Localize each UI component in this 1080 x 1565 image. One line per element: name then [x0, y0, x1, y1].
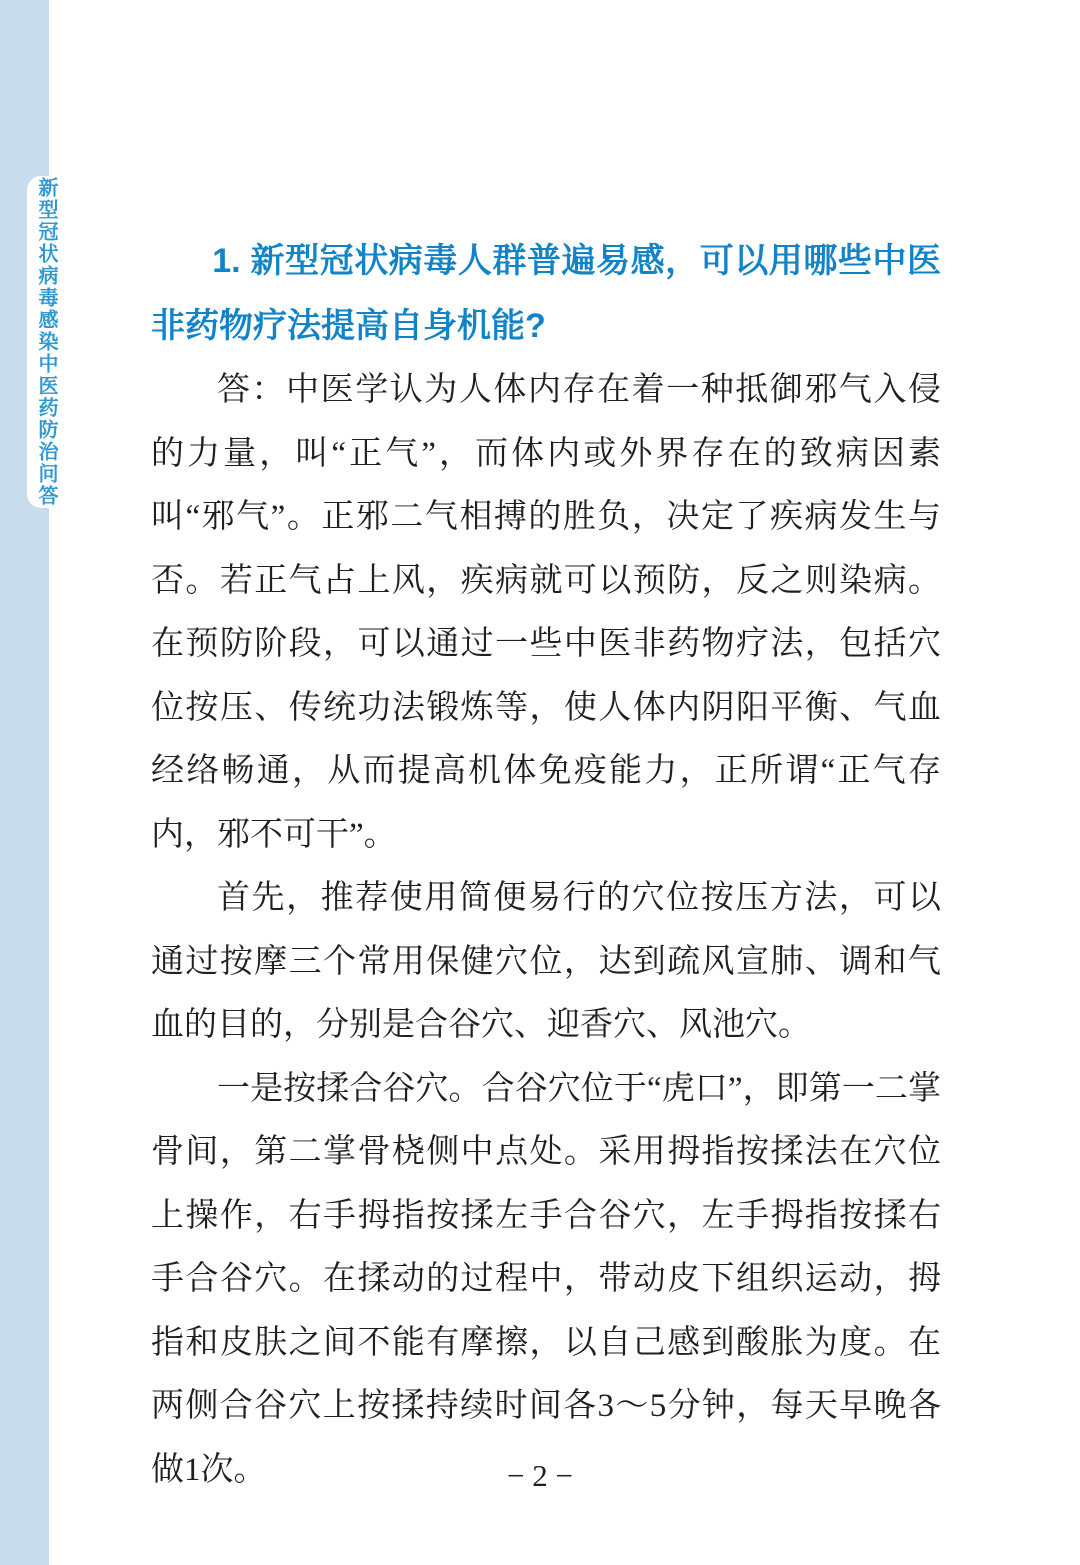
body-paragraph-answer: 答：中医学认为人体内存在着一种抵御邪气入侵的力量，叫“正气”，而体内或外界存在的致病因素叫“邪气”。正邪二气相搏的胜负，决定了疾病发生与否。若正气占上风，疾病就可以预防，反之则染病。在预防阶段，可以通过一些中医非药物疗法，包括穴位按压、传统功法锻炼等，使人体内阴阳平衡、气血经络畅通，从而提高机体免疫能力，正所谓“正气存内，邪不可干”。	[151, 372, 941, 853]
page-content	[151, 229, 941, 1502]
body-paragraph-acupoints-intro: 首先，推荐使用简便易行的穴位按压方法，可以通过按摩三个常用保健穴位，达到疏风宣肺、调和气血的目的，分别是合谷穴、迎香穴、风池穴。	[151, 880, 941, 1043]
body-paragraph-hegu: 一是按揉合谷穴。合谷穴位于“虎口”，即第一二掌骨间，第二掌骨桡侧中点处。采用拇指按揉法在穴位上操作，右手拇指按揉左手合谷穴，左手拇指按揉右手合谷穴。在揉动的过程中，带动皮下组织运动，拇指和皮肤之间不能有摩擦，以自己感到酸胀为度。在两侧合谷穴上按揉持续时间各3～5分钟，每天早晚各做1次。	[151, 1070, 942, 1488]
chapter-tab-label: 新型冠状病毒感染中医药防治问答	[35, 177, 57, 507]
question-title: 1. 新型冠状病毒人群普遍易感，可以用哪些中医非药物疗法提高自身机能?	[151, 242, 941, 345]
chapter-tab	[27, 176, 65, 508]
page-number: − 2 −	[507, 1458, 573, 1493]
